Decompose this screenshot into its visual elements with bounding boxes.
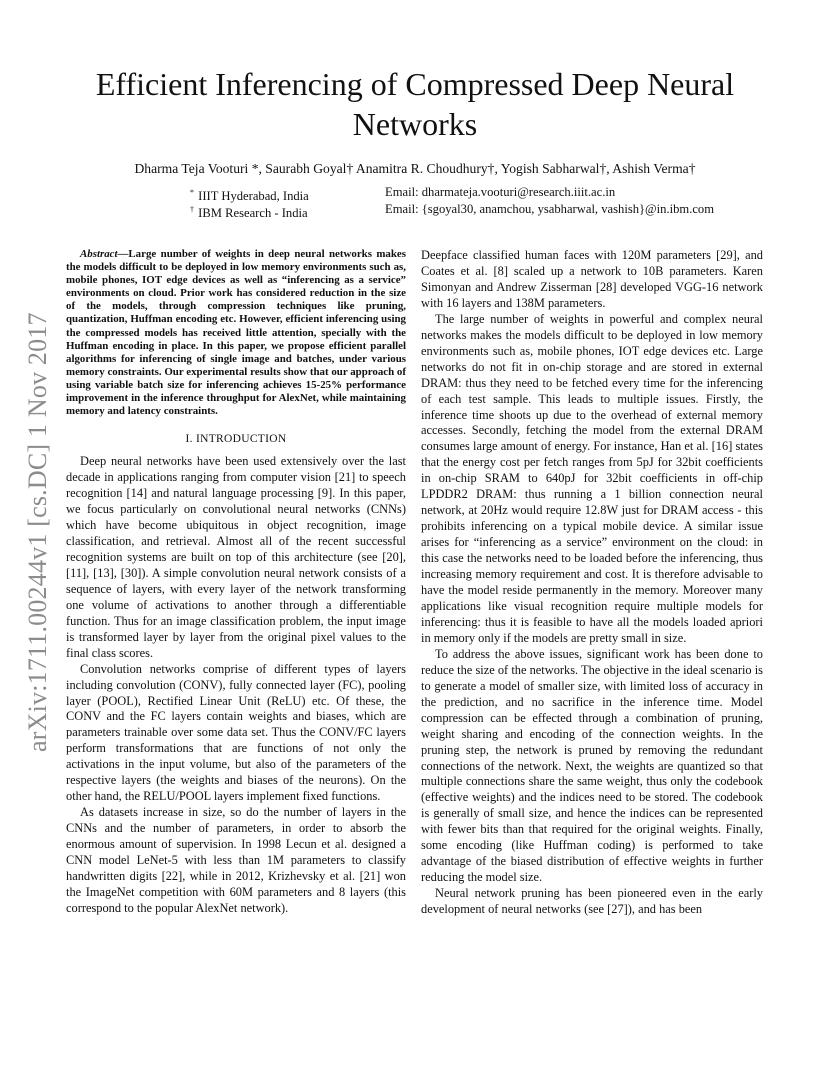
institution-name: IBM Research - India (198, 206, 308, 220)
affiliation-row (190, 201, 360, 218)
author-list: Dharma Teja Vooturi *, Saurabh Goyal† Anamitra R. Choudhury†, Yogish Sabharwal†, Ashish Verma† (134, 161, 696, 176)
body-paragraph: Neural network pruning has been pioneered even in the early development of neural networks (see [27]), and has been (421, 886, 763, 917)
email-line: Email: dharmateja.vooturi@research.iiit.ac.in (385, 185, 616, 199)
body-paragraph: Convolution networks comprise of different types of layers including convolution (CONV), fully connected layer (FC), pooling layer (POOL), Rectified Linear Unit (ReLU) etc. Of these, the CONV and the FC layers contain weights and biases, which are parameters trainable over some data set. Thus the CONV/FC layers perform transformations that are functions of not only the activations in the input volume, but also of the parameters of the respective layers (the weights and biases of the neurons). On the other hand, the RELU/POOL layers implement fixed functions. (66, 661, 406, 804)
footnote-mark: * (190, 188, 194, 197)
body-paragraph: As datasets increase in size, so do the number of layers in the CNNs and the number of parameters, in order to absorb the enormous amount of supervision. In 1998 Lecun et al. designed a CNN model LeNet-5 with less than 1M parameters to classify handwritten digits [22], while in 2012, Krizhevsky et al. [21] won the ImageNet competition with 60M parameters and 8 layers (this correspond to the popular AlexNet network). (66, 805, 406, 915)
body-paragraph: The large number of weights in powerful and complex neural networks makes the models difficult to be deployed in low memory environments such as, mobile phones, IOT edge devices etc. Large networks do not fit in on-chip storage and are stored in external DRAM: thus they need to be fetched every time for the inferencing of each test sample. This leads to multiple issues. Firstly, the inference time shoots up due to the overhead of external memory accesses. Secondly, fetching the model from the external DRAM consumes large amount of energy. For instance, Han et al. [16] states that the energy cost per fetch ranges from 5pJ for 32bit coefficients in on-chip SRAM to 640pJ for 32bit coefficients in off-chip LPDDR2 DRAM: thus running a 1 billion connection neural network, at 20Hz would require 12.8W just for DRAM access - this prohibits inferencing on a typical mobile device. A similar issue arises for “inferencing as a service” environment on the cloud: in this case the networks need to be loaded before the inferencing, thus increasing memory requirement and cost. It is therefore advisable to have the model reside permanently in the memory. Moreover many applications like visual recognition require multiple models for inferencing: thus it is feasible to have all the models loaded apriori in memory only if the models are pretty small in size. (421, 311, 763, 645)
section-heading-introduction: I. INTRODUCTION (185, 433, 287, 446)
right-column (421, 248, 763, 918)
body-paragraph: Deepface classified human faces with 120M parameters [29], and Coates et al. [8] scaled up a network to 10B parameters. Karen Simonyan and Andrew Zisserman [28] developed VGG-16 network with 16 layers and 138M parameters. (421, 248, 763, 310)
abstract-label: Abstract (80, 248, 118, 260)
paper-title: Efficient Inferencing of Compressed Deep Neural Networks (95, 66, 735, 142)
affiliation-institutions (190, 184, 360, 218)
body-paragraph: To address the above issues, significant work has been done to reduce the size of the networks. The objective in the ideal scenario is to generate a model of smaller size, with limited loss of accuracy in the prediction, and no sacrifice in the inference time. Model compression can be effected through a combination of pruning, weight sharing and encoding of the connection weights. In the pruning step, the network is pruned by removing the redundant connections of the network. Next, the weights are quantized so that multiple connections share the same weight, thus only the codebook (effective weights) and the indices need to be stored. The codebook is generally of small size, and hence the indices can be represented with fewer bits than that required for the original weights. Finally, some encoding (like Huffman coding) is performed to take advantage of the biased distribution of effective weights in further reducing the model size. (421, 646, 763, 885)
affiliation-emails (385, 184, 765, 218)
abstract-text: —Large number of weights in deep neural networks makes the models difficult to be deployed in low memory environments such as, mobile phones, IOT edge devices as well as “inferencing as a service” environments on cloud. Prior work has considered reduction in the size of the models, through compression techniques like pruning, quantization, Huffman encoding etc. However, efficient inferencing using the compressed models has received little attention, specially with the Huffman encoding in place. In this paper, we propose efficient parallel algorithms for inferencing of single image and batches, under various memory constraints. Our experimental results show that our approach of using variable batch size for inferencing achieves 15-25% performance improvement in the inference throughput for AlexNet, while maintaining memory and latency constraints. (66, 248, 406, 418)
abstract (66, 248, 406, 418)
left-column (66, 248, 406, 917)
footnote-mark: † (190, 205, 194, 214)
email-line: Email: {sgoyal30, anamchou, ysabharwal, vashish}@in.ibm.com (385, 202, 715, 216)
arxiv-identifier-stamp: arXiv:1711.00244v1 [cs.DC] 1 Nov 2017 (23, 312, 52, 752)
body-paragraph: Deep neural networks have been used extensively over the last decade in applications ranging from computer vision [21] to speech recognition [14] and natural language processing [9]. In this paper, we focus particularly on convolutional neural networks (CNNs) which have become ubiquitous in object recognition, image classification, and retrieval. Almost all of the recent successful recognition systems are built on top of this architecture (see [20], [11], [13], [30]). A simple convolution neural network consists of a sequence of layers, with every layer of the network transforming one volume of activations to another through a differentiable function. Thus for an image classification problem, the input image is transformed layer by layer from the original pixel values to the final class scores. (66, 454, 406, 660)
affiliation-row (190, 184, 360, 201)
institution-name: IIIT Hyderabad, India (198, 189, 309, 203)
